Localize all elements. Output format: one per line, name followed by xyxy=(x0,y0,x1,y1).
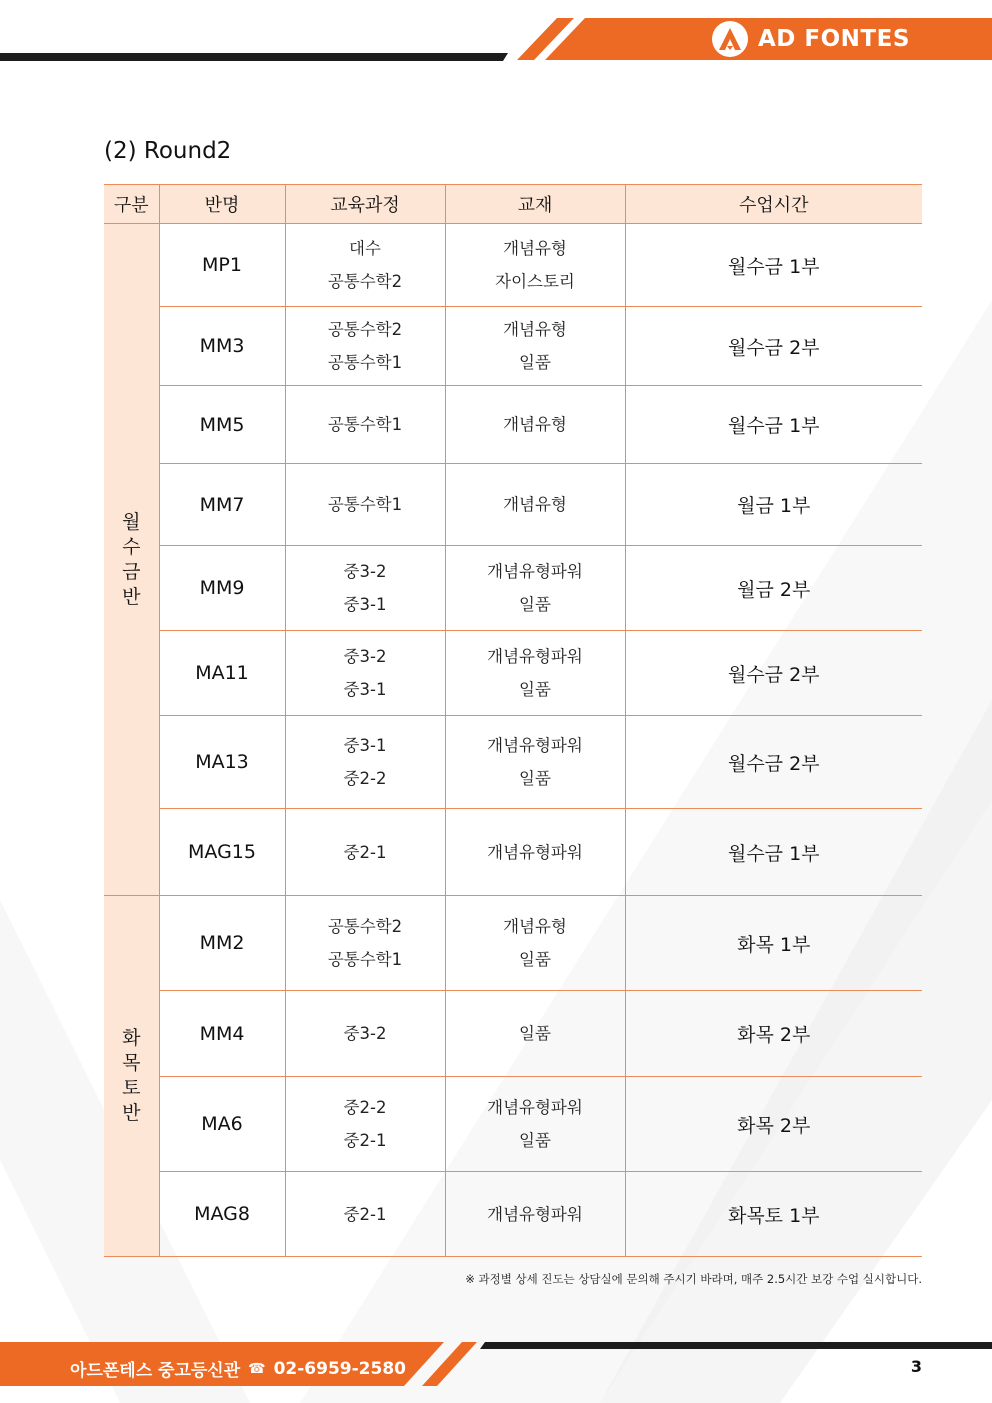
course-cell xyxy=(285,1077,445,1172)
textbook-cell xyxy=(445,896,625,991)
course-line: 공통수학1 xyxy=(327,415,403,434)
class-name-cell: MAG8 xyxy=(159,1172,285,1257)
class-time-cell: 월금 1부 xyxy=(625,464,922,546)
textbook-line: 일품 xyxy=(519,1024,551,1043)
table-row xyxy=(104,307,922,386)
course-cell xyxy=(285,546,445,631)
course-line: 공통수학1 xyxy=(327,495,403,514)
class-time-cell: 월금 2부 xyxy=(625,546,922,631)
textbook-cell xyxy=(445,307,625,386)
course-cell xyxy=(285,809,445,896)
class-name-cell: MA13 xyxy=(159,716,285,809)
course-line: 중3-2 xyxy=(343,647,387,666)
class-time-cell: 월수금 1부 xyxy=(625,386,922,464)
class-name-cell: MM7 xyxy=(159,464,285,546)
class-time-cell: 월수금 1부 xyxy=(625,809,922,896)
class-time-cell: 화목 2부 xyxy=(625,1077,922,1172)
footer-contact xyxy=(70,1356,406,1381)
course-cell xyxy=(285,716,445,809)
course-line: 중2-2 xyxy=(343,1098,387,1117)
textbook-line: 일품 xyxy=(519,769,551,788)
course-line: 공통수학2 xyxy=(327,272,403,291)
textbook-line: 개념유형 xyxy=(503,495,567,514)
textbook-cell xyxy=(445,464,625,546)
page-number: 3 xyxy=(910,1357,922,1376)
header-course: 교육과정 xyxy=(285,185,445,224)
textbook-line: 개념유형파워 xyxy=(487,842,583,862)
textbook-cell xyxy=(445,224,625,307)
academy-name: 아드폰테스 중고등신관 xyxy=(70,1361,241,1381)
course-cell xyxy=(285,896,445,991)
table-row xyxy=(104,1172,922,1257)
class-name-cell: MM9 xyxy=(159,546,285,631)
course-line: 중3-1 xyxy=(343,736,387,755)
course-line: 중3-2 xyxy=(343,1024,387,1043)
header-class-name: 반명 xyxy=(159,185,285,224)
header-class-time: 수업시간 xyxy=(625,185,922,224)
textbook-line: 일품 xyxy=(519,353,551,372)
textbook-cell xyxy=(445,1077,625,1172)
header-textbook: 교재 xyxy=(445,185,625,224)
textbook-cell xyxy=(445,1172,625,1257)
textbook-line: 개념유형 xyxy=(503,415,567,434)
phone-icon: ☎ xyxy=(248,1360,266,1377)
header-category: 구분 xyxy=(104,185,159,224)
course-cell xyxy=(285,307,445,386)
course-line: 중3-1 xyxy=(343,595,387,614)
course-line: 중3-1 xyxy=(343,680,387,699)
textbook-cell xyxy=(445,631,625,716)
course-cell xyxy=(285,224,445,307)
table-row xyxy=(104,224,922,307)
course-cell xyxy=(285,631,445,716)
class-time-cell: 화목토 1부 xyxy=(625,1172,922,1257)
course-line: 공통수학2 xyxy=(327,917,403,936)
table-row xyxy=(104,386,922,464)
class-name-cell: MAG15 xyxy=(159,809,285,896)
course-line: 공통수학1 xyxy=(327,950,403,969)
class-time-cell: 화목 1부 xyxy=(625,896,922,991)
table-row xyxy=(104,546,922,631)
textbook-line: 일품 xyxy=(519,680,551,699)
textbook-cell xyxy=(445,386,625,464)
class-time-cell: 월수금 2부 xyxy=(625,716,922,809)
course-cell xyxy=(285,991,445,1077)
textbook-line: 개념유형 xyxy=(503,320,567,339)
textbook-line: 개념유형파워 xyxy=(487,562,583,581)
class-name-cell: MA6 xyxy=(159,1077,285,1172)
table-row xyxy=(104,809,922,896)
class-name-cell: MP1 xyxy=(159,224,285,307)
table-row xyxy=(104,896,922,991)
course-line: 중2-2 xyxy=(343,769,387,788)
course-line: 중3-2 xyxy=(343,562,387,581)
brand-logo xyxy=(712,20,910,58)
textbook-cell xyxy=(445,716,625,809)
textbook-line: 개념유형파워 xyxy=(487,647,583,666)
table-row xyxy=(104,631,922,716)
textbook-line: 일품 xyxy=(519,950,551,969)
textbook-cell xyxy=(445,809,625,896)
group-label-text: 월수금반 xyxy=(122,510,141,608)
table-row xyxy=(104,716,922,809)
group-label-text: 화목토반 xyxy=(122,1027,141,1124)
course-cell xyxy=(285,464,445,546)
textbook-line: 자이스토리 xyxy=(495,272,575,291)
course-line: 공통수학1 xyxy=(327,353,403,372)
logo-text: AD FONTES xyxy=(758,26,910,52)
course-cell xyxy=(285,386,445,464)
class-time-cell: 월수금 2부 xyxy=(625,307,922,386)
course-line: 중2-1 xyxy=(343,1131,387,1150)
class-name-cell: MA11 xyxy=(159,631,285,716)
table-row xyxy=(104,464,922,546)
textbook-line: 개념유형 xyxy=(503,917,567,936)
class-name-cell: MM3 xyxy=(159,307,285,386)
group-label xyxy=(104,224,159,896)
class-time-cell: 화목 2부 xyxy=(625,991,922,1077)
textbook-line: 개념유형파워 xyxy=(487,1204,583,1224)
course-cell xyxy=(285,1172,445,1257)
table-header-row xyxy=(104,185,922,224)
course-line: 대수 xyxy=(349,239,381,258)
class-name-cell: MM5 xyxy=(159,386,285,464)
class-time-cell: 월수금 2부 xyxy=(625,631,922,716)
phone-number: 02-6959-2580 xyxy=(273,1358,406,1379)
textbook-line: 일품 xyxy=(519,1131,551,1150)
textbook-line: 일품 xyxy=(519,595,551,614)
table-body xyxy=(104,224,922,1257)
course-line: 중2-1 xyxy=(343,1204,387,1224)
section-title: (2) Round2 xyxy=(104,138,232,164)
textbook-line: 개념유형 xyxy=(503,239,567,258)
class-name-cell: MM4 xyxy=(159,991,285,1077)
table-row xyxy=(104,1077,922,1172)
textbook-line: 개념유형파워 xyxy=(487,1098,583,1117)
table-row xyxy=(104,991,922,1077)
footnote: ※ 과정별 상세 진도는 상담실에 문의해 주시기 바라며, 매주 2.5시간 보강 수업 실시합니다. xyxy=(465,1272,922,1286)
textbook-cell xyxy=(445,546,625,631)
course-line: 공통수학2 xyxy=(327,320,403,339)
group-label xyxy=(104,896,159,1257)
course-line: 중2-1 xyxy=(343,842,387,862)
textbook-cell xyxy=(445,991,625,1077)
class-time-cell: 월수금 1부 xyxy=(625,224,922,307)
logo-a-icon xyxy=(712,21,748,57)
class-name-cell: MM2 xyxy=(159,896,285,991)
class-schedule-table xyxy=(104,184,922,1257)
textbook-line: 개념유형파워 xyxy=(487,736,583,755)
